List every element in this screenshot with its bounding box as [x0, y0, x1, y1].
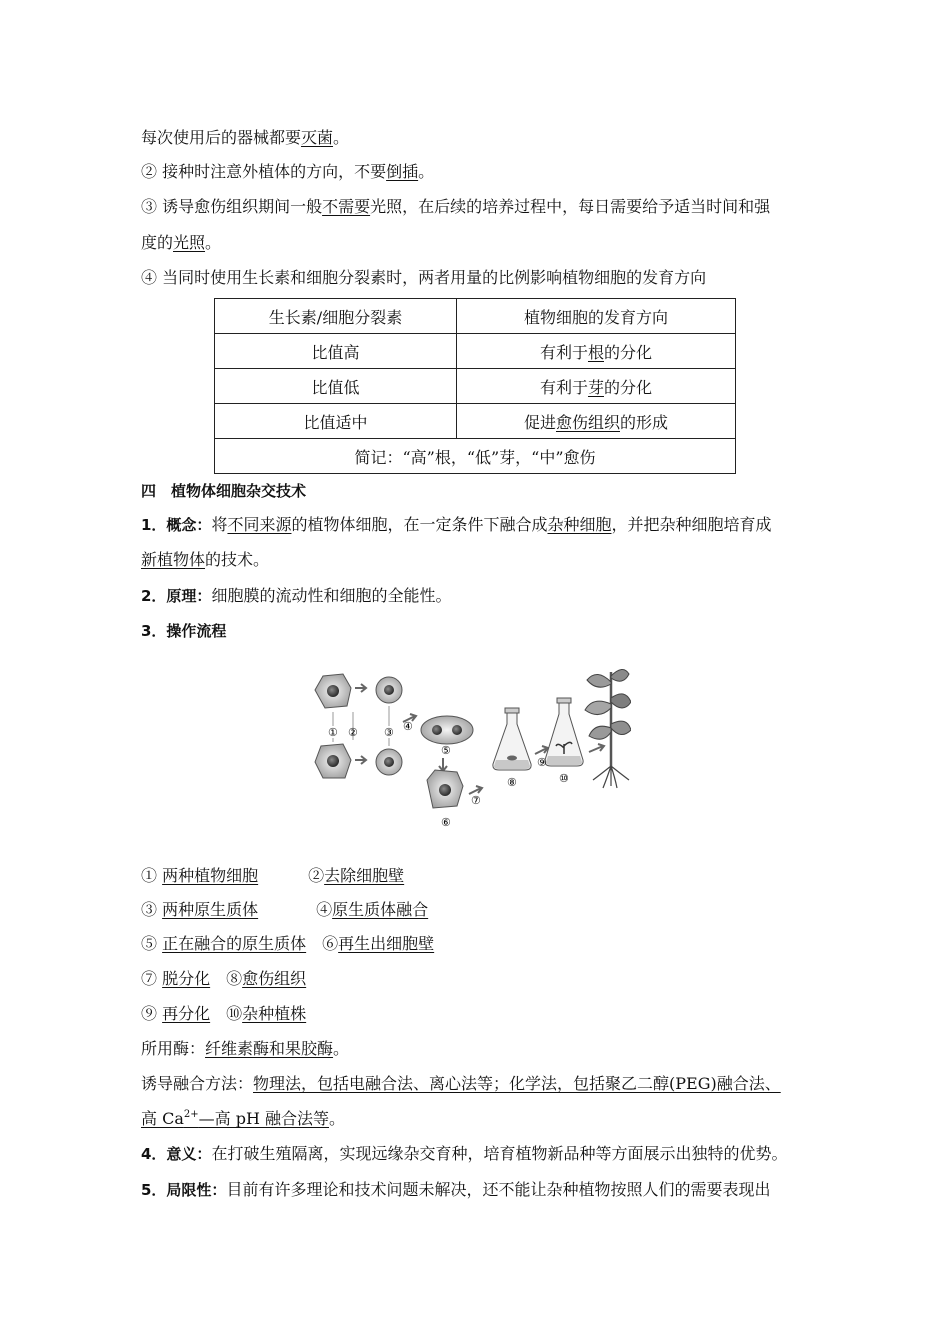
hybrid-cell — [427, 770, 463, 808]
step-label: ⑦ — [471, 794, 481, 807]
step-label: ② — [348, 726, 358, 739]
hybrid-plant — [585, 669, 631, 788]
underlined-answer: 脱分化 — [162, 969, 211, 988]
underlined-answer: 两种原生质体 — [162, 900, 259, 919]
step-label: ③ — [384, 726, 394, 739]
text: 的技术。 — [205, 550, 270, 569]
step-label: ⑩ — [559, 772, 569, 785]
text: 所用酶： — [141, 1039, 206, 1058]
item-label: 4．意义： — [141, 1145, 212, 1163]
intro-line-1 — [141, 127, 349, 149]
underlined-answer: 根 — [587, 342, 604, 362]
table-row — [215, 334, 736, 369]
table-cell: 比值高 — [215, 334, 457, 369]
flask-callus — [493, 708, 531, 770]
text: 高 Ca — [141, 1109, 184, 1128]
arrow-icon — [469, 786, 482, 794]
underlined-answer: 倒插 — [386, 162, 419, 181]
underlined-answer: 再生出细胞壁 — [338, 934, 435, 953]
answer-number: ② — [308, 866, 325, 885]
underlined-answer: 愈伤组织 — [555, 412, 620, 432]
text: 。 — [205, 233, 222, 252]
text: 的分化 — [604, 342, 653, 362]
underlined-answer: 两种植物细胞 — [162, 866, 259, 885]
item-label: 5．局限性： — [141, 1181, 227, 1199]
text: 有利于 — [539, 342, 588, 362]
answer-row-1 — [141, 865, 404, 887]
text: 。 — [418, 162, 435, 181]
plant-cell-bottom — [315, 744, 351, 778]
arrow-icon — [439, 758, 447, 771]
answer-number: ⑥ — [322, 934, 339, 953]
arrow-icon — [355, 684, 366, 692]
arrow-icon — [589, 744, 604, 752]
text: 度的 — [141, 233, 174, 252]
text: 。 — [333, 1039, 350, 1058]
intro-line-5: ④ 当同时使用生长素和细胞分裂素时，两者用量的比例影响植物细胞的发育方向 — [141, 268, 707, 287]
answer-row-4 — [141, 968, 306, 990]
protoplast-bottom — [376, 749, 402, 775]
text: 的分化 — [604, 377, 653, 397]
text: 的形成 — [620, 412, 669, 432]
table-row — [215, 369, 736, 404]
text: —高 pH 融合法等 — [198, 1109, 329, 1128]
step-label: ⑤ — [441, 744, 451, 757]
superscript: 2+ — [183, 1109, 199, 1120]
text: 促进 — [523, 412, 556, 432]
flask-seedling — [545, 698, 583, 766]
enzyme-line — [141, 1038, 349, 1060]
concept-line-2 — [141, 549, 269, 571]
item-label: 1．概念： — [141, 516, 212, 534]
hormone-ratio-table — [214, 298, 736, 474]
text: 在打破生殖隔离，实现远缘杂交育种，培育植物新品种等方面展示出独特的优势。 — [211, 1144, 788, 1163]
induce-line-2 — [141, 1108, 345, 1130]
text: 光照，在后续的培养过程中，每日需要给予适当时间和强 — [370, 197, 771, 216]
text: 诱导融合方法： — [141, 1074, 254, 1093]
text: 将 — [211, 515, 228, 534]
underlined-answer: 光照 — [173, 233, 206, 252]
item-label: 2．原理： — [141, 587, 212, 605]
answer-number: ⑤ — [141, 934, 158, 953]
text: 每次使用后的器械都要 — [141, 128, 302, 147]
section-title: 四 植物体细胞杂交技术 — [141, 482, 307, 500]
underlined-answer: 新植物体 — [141, 550, 206, 569]
underlined-answer: 杂种细胞 — [547, 515, 612, 534]
somatic-hybridization-flow-diagram — [311, 662, 631, 832]
step-label: ⑨ — [537, 756, 547, 769]
procedure-heading: 3．操作流程 — [141, 622, 227, 640]
underlined-answer: 灭菌 — [301, 128, 334, 147]
step-label: ① — [328, 726, 338, 739]
answer-number: ⑨ — [141, 1004, 158, 1023]
answer-row-2 — [141, 899, 428, 921]
answer-number: ⑦ — [141, 969, 158, 988]
concept-line-1 — [141, 514, 772, 536]
answer-number: ③ — [141, 900, 158, 919]
table-header-cell: 生长素/细胞分裂素 — [215, 299, 457, 334]
intro-line-2 — [141, 161, 434, 183]
answer-row-3 — [141, 933, 434, 955]
underlined-answer: 不同来源 — [227, 515, 292, 534]
table-cell — [457, 334, 736, 369]
text: ② 接种时注意外植体的方向，不要 — [141, 162, 387, 181]
step-label: ⑥ — [441, 816, 451, 829]
underlined-answer: 物理法，包括电融合法、离心法等；化学法，包括聚乙二醇(PEG)融合法、 — [253, 1074, 781, 1093]
underlined-answer — [141, 1109, 329, 1128]
answer-number: ④ — [316, 900, 333, 919]
underlined-answer: 去除细胞壁 — [324, 866, 405, 885]
text: 目前有许多理论和技术问题未解决，还不能让杂种植物按照人们的需要表现出 — [226, 1180, 771, 1199]
underlined-answer: 芽 — [587, 377, 604, 397]
table-row — [215, 439, 736, 474]
text: 细胞膜的流动性和细胞的全能性。 — [211, 586, 452, 605]
table-memo-cell: 简记：“高”根，“低”芽，“中”愈伤 — [215, 439, 736, 474]
fusing-protoplasts — [421, 716, 473, 744]
step-label: ⑧ — [507, 776, 517, 789]
text: ③ 诱导愈伤组织期间一般 — [141, 197, 323, 216]
step-label: ④ — [403, 720, 413, 733]
underlined-answer: 愈伤组织 — [242, 969, 307, 988]
intro-line-4 — [141, 232, 221, 254]
answer-number: ⑩ — [226, 1004, 243, 1023]
text: ，并把杂种细胞培育成 — [611, 515, 772, 534]
underlined-answer: 正在融合的原生质体 — [162, 934, 307, 953]
underlined-answer: 再分化 — [162, 1004, 211, 1023]
principle-line — [141, 585, 451, 607]
table-cell — [457, 404, 736, 439]
induce-line-1 — [141, 1073, 781, 1095]
significance-line — [141, 1143, 787, 1165]
text: 的植物体细胞，在一定条件下融合成 — [291, 515, 548, 534]
arrow-icon — [355, 756, 366, 764]
text: 。 — [329, 1109, 346, 1128]
intro-line-3 — [141, 196, 770, 218]
table-header-cell: 植物细胞的发育方向 — [457, 299, 736, 334]
limitation-line — [141, 1179, 770, 1201]
table-cell: 比值适中 — [215, 404, 457, 439]
text: 有利于 — [539, 377, 588, 397]
answer-number: ① — [141, 866, 158, 885]
underlined-answer: 纤维素酶和果胶酶 — [205, 1039, 334, 1058]
answer-number: ⑧ — [226, 969, 243, 988]
text: 。 — [333, 128, 350, 147]
table-cell — [457, 369, 736, 404]
table-header-row — [215, 299, 736, 334]
underlined-answer: 杂种植株 — [242, 1004, 307, 1023]
arrow-icon — [535, 746, 548, 754]
underlined-answer: 不需要 — [322, 197, 371, 216]
table-cell: 比值低 — [215, 369, 457, 404]
underlined-answer: 原生质体融合 — [332, 900, 429, 919]
plant-cell-top — [315, 674, 351, 708]
answer-row-5 — [141, 1003, 306, 1025]
table-row — [215, 404, 736, 439]
protoplast-top — [376, 677, 402, 703]
